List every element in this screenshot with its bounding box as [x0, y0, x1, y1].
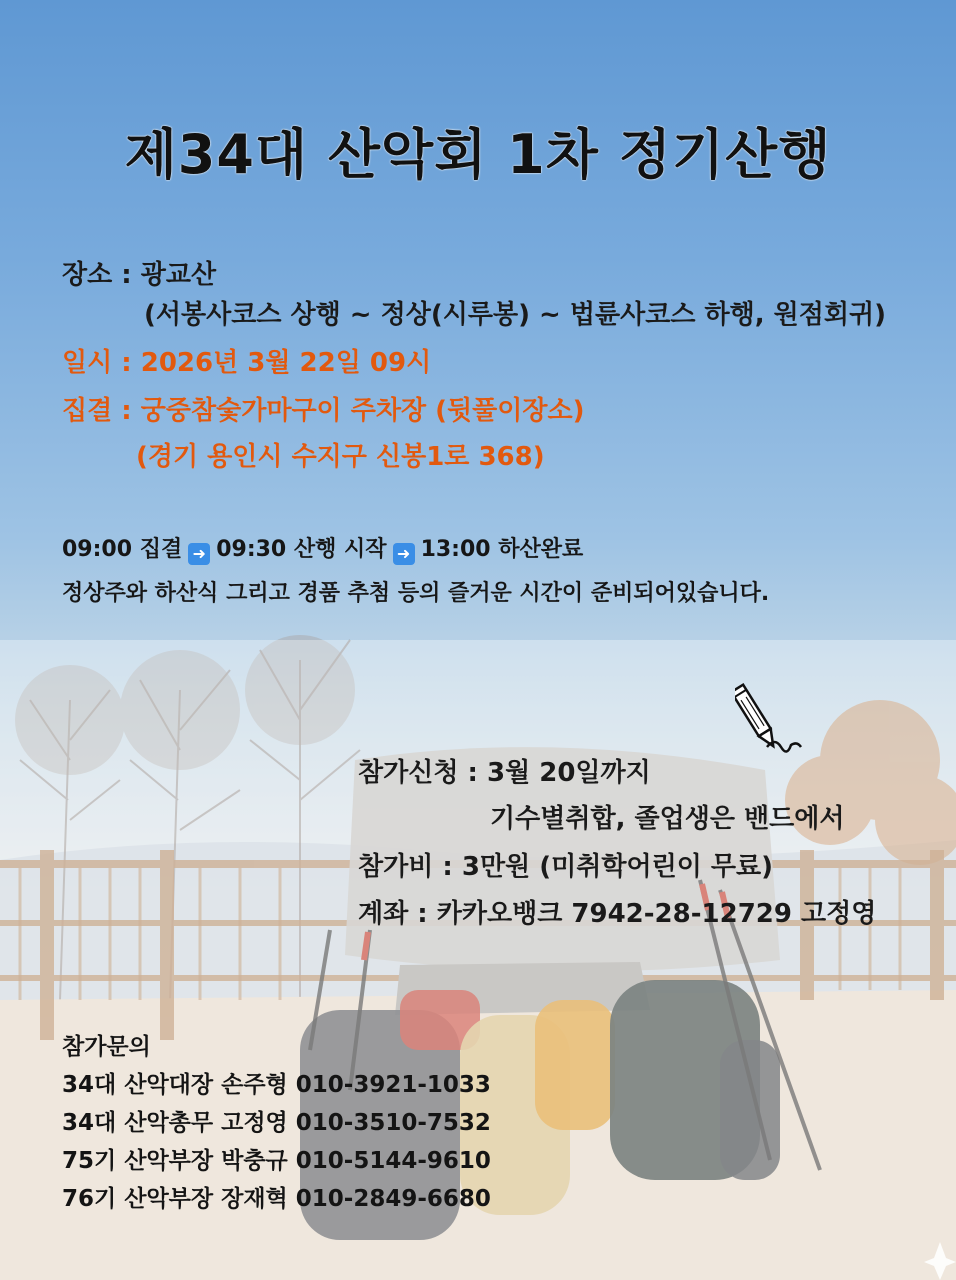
- schedule-row: [62, 532, 583, 565]
- fee-row: 참가비 : 3만원 (미취학어린이 무료): [358, 852, 773, 882]
- contact-item: 76기 산악부장 장재혁 010-2849-6680: [62, 1186, 491, 1212]
- registration-row: 참가신청 : 3월 20일까지: [358, 758, 651, 788]
- contacts-heading: 참가문의: [62, 1034, 151, 1060]
- place-row: 장소 : 광교산: [62, 260, 217, 290]
- account-value: 카카오뱅크 7942-28-12729 고정영: [436, 899, 877, 929]
- schedule-note: 정상주와 하산식 그리고 경품 추첨 등의 즐거운 시간이 준비되어있습니다.: [62, 581, 770, 606]
- fee-value: 3만원 (미취학어린이 무료): [461, 852, 773, 882]
- schedule-step-2: 09:30 산행 시작: [216, 537, 387, 562]
- schedule-step-1: 09:00 집결: [62, 537, 183, 562]
- meeting-label: 집결: [62, 396, 113, 426]
- meeting-address: (경기 용인시 수지구 신봉1로 368): [136, 442, 545, 472]
- fee-label: 참가비: [358, 852, 434, 882]
- pencil-icon: [735, 675, 815, 760]
- account-label: 계좌: [358, 899, 409, 929]
- contact-item: 75기 산악부장 박충규 010-5144-9610: [62, 1148, 491, 1174]
- place-detail: (서봉사코스 상행 ~ 정상(시루봉) ~ 법륜사코스 하행, 원점회귀): [144, 300, 887, 330]
- meeting-row: 집결 : 궁중참숯가마구이 주차장 (뒷풀이장소): [62, 396, 585, 426]
- right-arrow-icon: ➜: [393, 543, 415, 565]
- right-arrow-icon: ➜: [188, 543, 210, 565]
- registration-detail: 기수별취합, 졸업생은 밴드에서: [490, 804, 845, 834]
- date-row: 일시 : 2026년 3월 22일 09시: [62, 348, 432, 378]
- registration-value: 3월 20일까지: [486, 758, 651, 788]
- account-row: 계좌 : 카카오뱅크 7942-28-12729 고정영: [358, 899, 877, 929]
- contact-item: 34대 산악대장 손주형 010-3921-1033: [62, 1072, 491, 1098]
- place-value: 광교산: [140, 260, 217, 290]
- schedule-step-3: 13:00 하산완료: [420, 537, 584, 562]
- place-label: 장소: [62, 260, 113, 290]
- date-value: 2026년 3월 22일 09시: [140, 348, 432, 378]
- date-label: 일시: [62, 348, 113, 378]
- registration-label: 참가신청: [358, 758, 459, 788]
- contact-item: 34대 산악총무 고정영 010-3510-7532: [62, 1110, 491, 1136]
- page-title: 제34대 산악회 1차 정기산행: [124, 123, 832, 186]
- meeting-value: 궁중참숯가마구이 주차장 (뒷풀이장소): [140, 396, 585, 426]
